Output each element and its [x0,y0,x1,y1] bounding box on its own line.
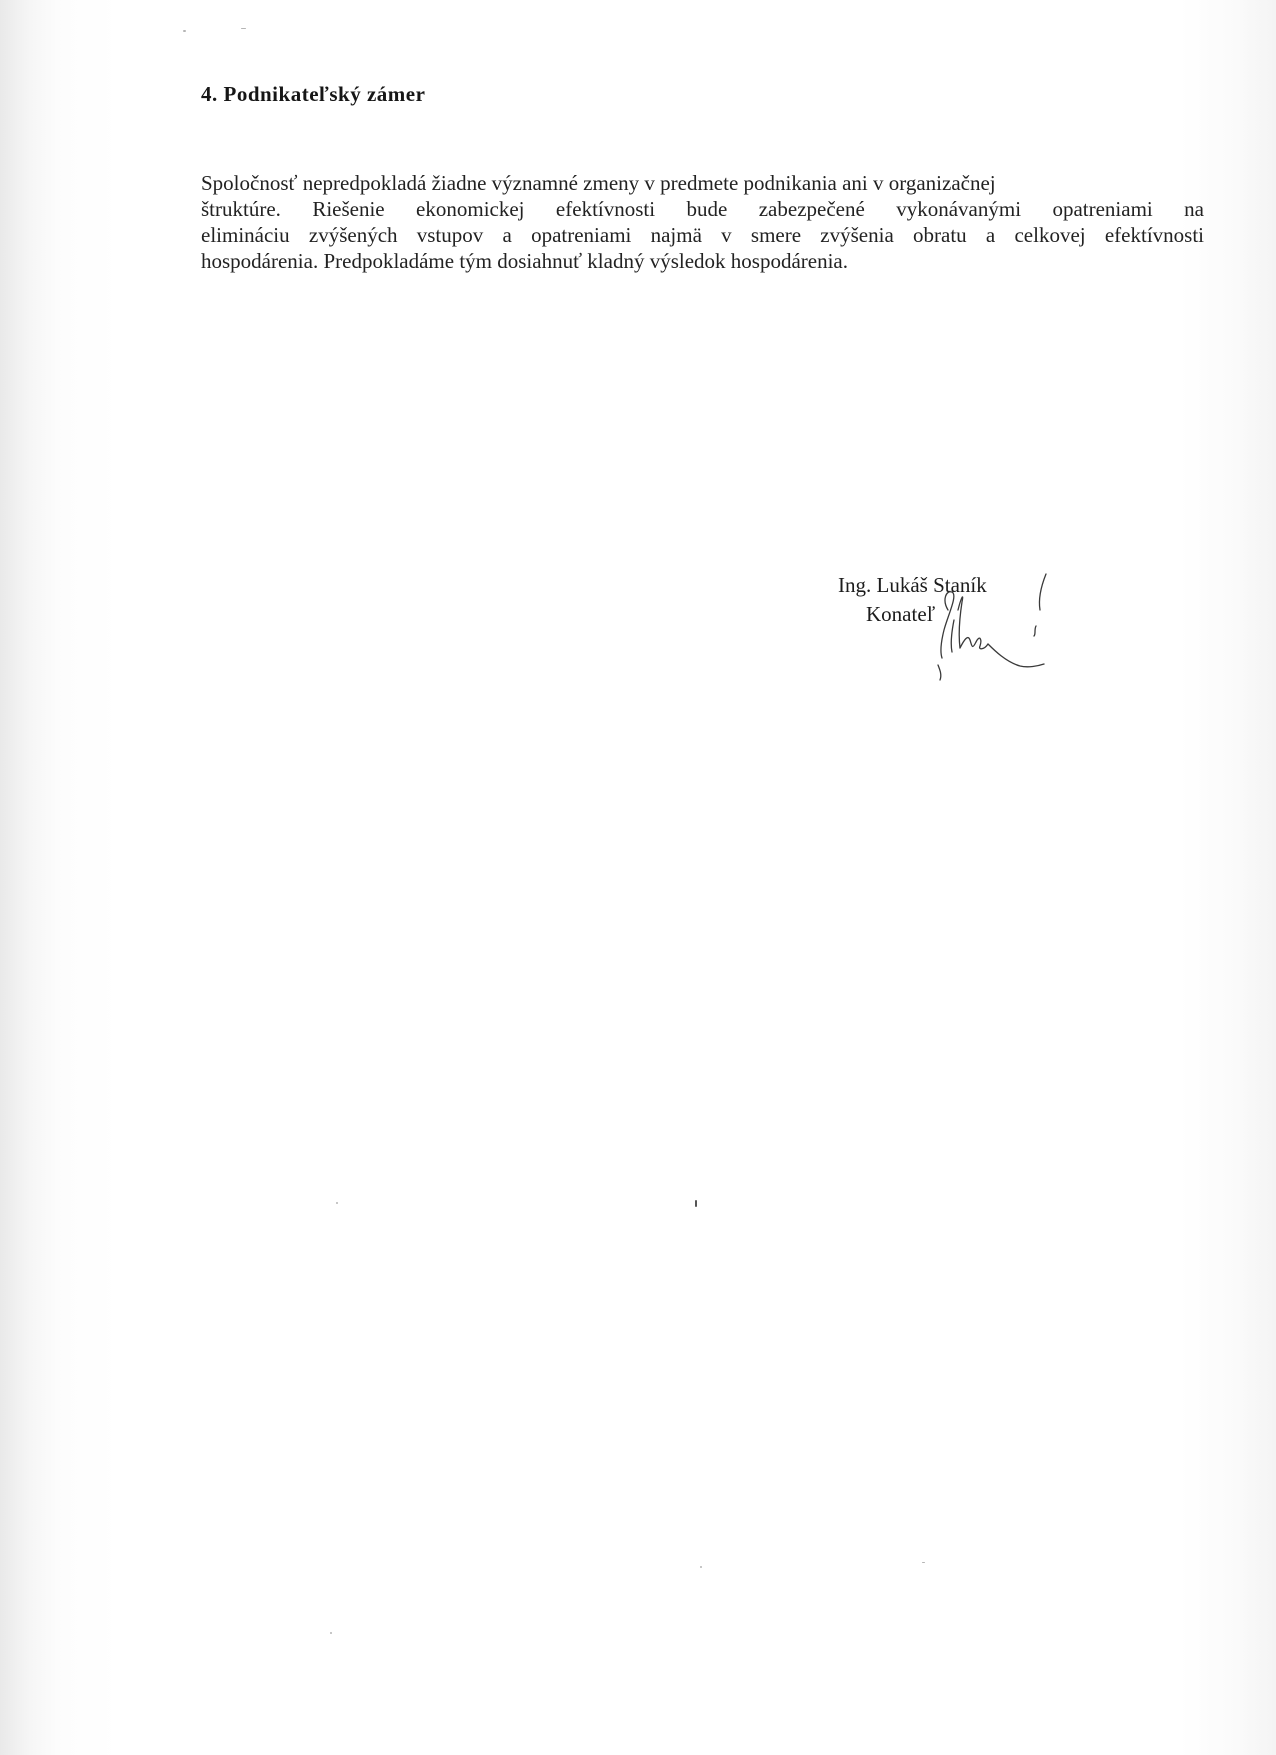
scan-speck [336,1202,338,1204]
section-heading: 4. Podnikateľský zámer [201,82,426,106]
handwritten-signature [928,570,1068,685]
scan-speck [183,30,186,32]
paragraph-line: Spoločnosť nepredpokladá žiadne významné zmeny v predmete podnikania ani v organizačnej [201,171,996,195]
paragraph-line: štruktúre. Riešenie ekonomickej efektívnosti bude zabezpečené vykonávanými opatreniami na [201,197,1204,221]
paragraph-line: hospodárenia. Predpokladáme tým dosiahnuť kladný výsledok hospodárenia. [201,249,849,273]
scan-speck [700,1566,702,1568]
scan-speck [922,1562,925,1563]
signatory-role: Konateľ [866,602,936,626]
scan-speck [330,1632,332,1634]
business-plan-paragraph [201,170,1204,274]
scan-speck [695,1200,697,1207]
scan-speck [241,28,246,29]
paragraph-line: elimináciu zvýšených vstupov a opatreniami najmä v smere zvýšenia obratu a celkovej efektívnosti [201,223,1204,247]
signatory-name: Ing. Lukáš Staník [838,573,987,597]
